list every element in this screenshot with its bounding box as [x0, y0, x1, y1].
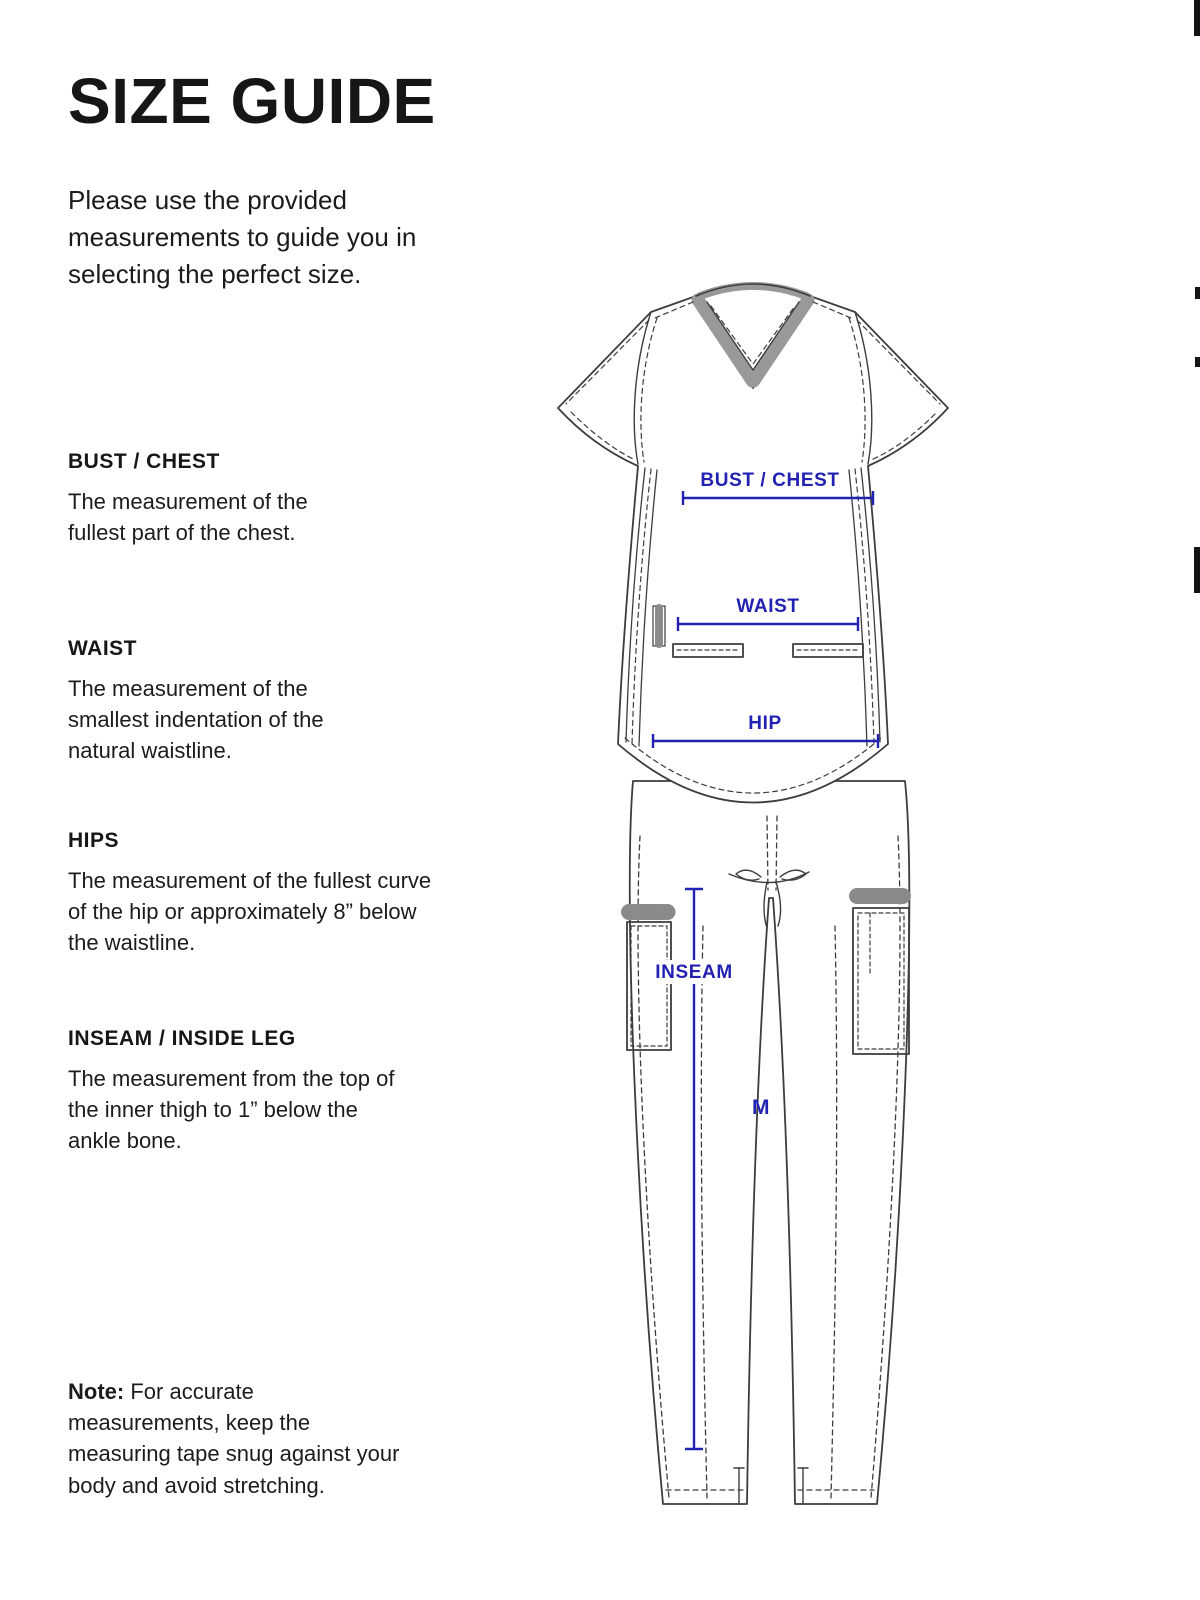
section-waist: [68, 637, 388, 767]
section-heading-bust: BUST / CHEST: [68, 450, 220, 473]
size-marker-label: M: [751, 1096, 771, 1119]
note-label: Note:: [68, 1379, 125, 1404]
section-heading-hips: HIPS: [68, 829, 120, 852]
section-body-inseam: The measurement from the top of the inner thigh to 1” below the ankle bone.: [68, 1066, 395, 1154]
inseam-dimension-label: INSEAM: [655, 962, 733, 983]
section-body-hips: The measurement of the fullest curve of the hip or approximately 8” below the waistline.: [68, 868, 432, 956]
bust-dimension-label: BUST / CHEST: [700, 470, 840, 491]
edge-mark: [1194, 0, 1200, 36]
hip-dimension-label: HIP: [748, 713, 782, 734]
section-body-bust: The measurement of the fullest part of the chest.: [68, 489, 308, 546]
intro-text: Please use the provided measurements to guide you in selecting the perfect size.: [68, 185, 417, 289]
section-heading-waist: WAIST: [68, 637, 137, 660]
edge-mark: [1195, 287, 1200, 299]
edge-mark: [1194, 547, 1200, 593]
page-title: SIZE GUIDE: [68, 65, 436, 137]
section-hips: [68, 829, 440, 959]
scrub-pants-drawing: [627, 781, 909, 1504]
section-bust-chest: [68, 450, 368, 548]
note-body: For accurate measurements, keep the measuring tape snug against your body and avoid stretching.: [68, 1379, 400, 1498]
section-heading-inseam: INSEAM / INSIDE LEG: [68, 1027, 296, 1050]
section-inseam: [68, 1027, 413, 1157]
edge-mark: [1195, 357, 1200, 367]
waist-dimension-label: WAIST: [736, 596, 800, 617]
note-text: [68, 1376, 410, 1501]
section-body-waist: The measurement of the smallest indentation of the natural waistline.: [68, 676, 324, 764]
size-diagram: [533, 276, 993, 1531]
